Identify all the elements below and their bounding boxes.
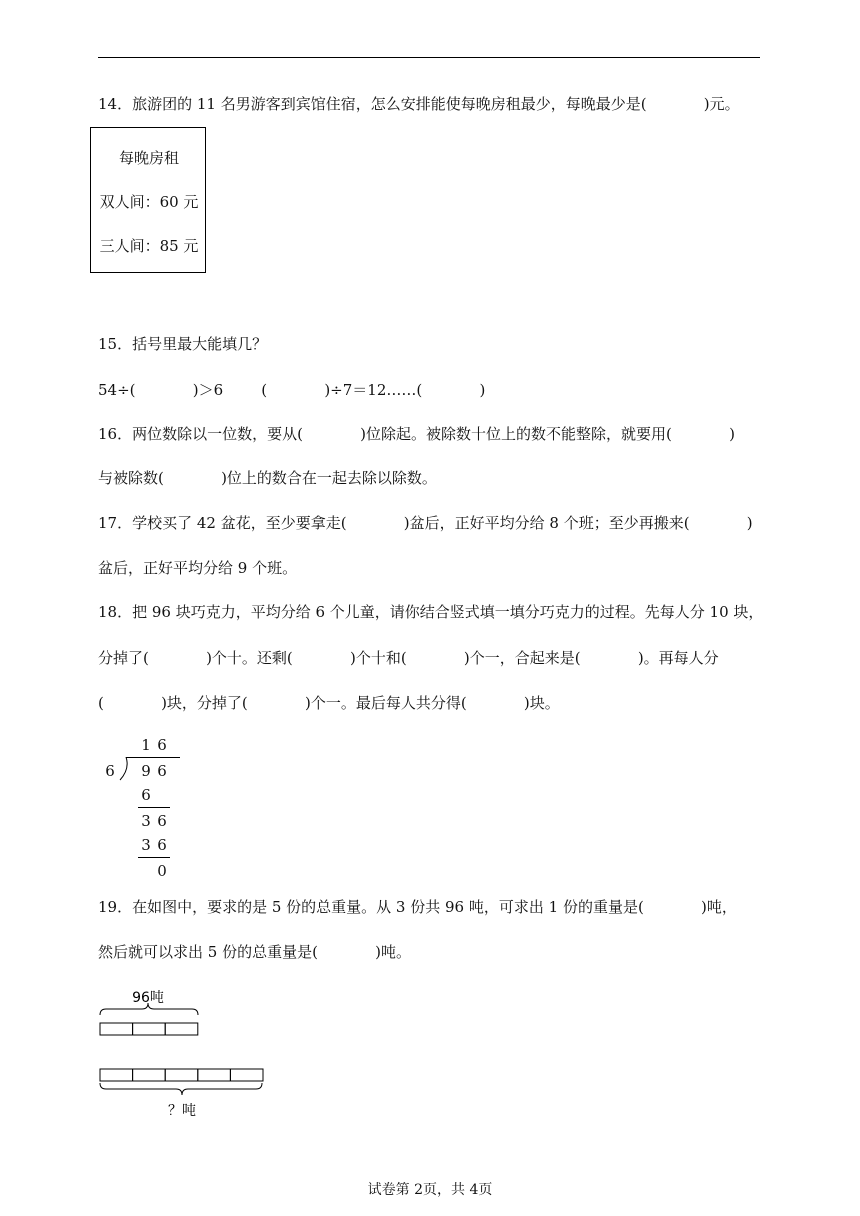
question-16-line-1: 16．两位数除以一位数，要从( )位除起。被除数十位上的数不能整除，就要用( ) [98,425,735,443]
question-19-line-1: 19．在如图中，要求的是 5 份的总重量。从 3 份共 96 吨，可求出 1 份的重量是( )吨， [98,898,737,916]
question-19-line-2: 然后就可以求出 5 份的总重量是( )吨。 [98,943,412,961]
bar-segment [133,1069,166,1081]
quotient-digit: 6 [157,736,167,754]
remainder1-digit: 6 [157,812,167,830]
bar-segment [165,1069,198,1081]
bar-segment [100,1069,133,1081]
diagram-bottom-label: ？吨 [168,1103,196,1119]
bar-segment [165,1023,198,1035]
quotient-digit: 1 [141,736,151,754]
question-17-line-1: 17．学校买了 42 盆花，至少要拿走( )盆后，正好平均分给 8 个班；至少再搬来( ) [98,514,753,532]
question-16-line-2: 与被除数( )位上的数合在一起去除以除数。 [98,469,437,487]
step2-digit: 3 [141,836,151,854]
step1-digit: 6 [141,786,151,804]
bar-model-diagram [90,985,280,1125]
price-box-title: 每晚房租 [118,149,179,167]
bar-segment [230,1069,263,1081]
bottom-bar [100,1069,263,1081]
bar-segment [100,1023,133,1035]
subtraction-line [138,857,170,858]
remainder1-digit: 3 [141,812,151,830]
division-bracket-bar [126,757,180,758]
bar-segment [198,1069,231,1081]
price-box-triple-room: 三人间：85 元 [99,237,199,255]
step2-digit: 6 [157,836,167,854]
divisor: 6 [105,762,115,780]
bottom-brace [100,1083,262,1095]
long-division [96,735,196,885]
dividend-digit: 9 [141,762,151,780]
bar-segment [133,1023,166,1035]
subtraction-line [138,807,170,808]
question-18-line-3: ( )块，分掉了( )个一。最后每人共分得( )块。 [98,694,560,712]
question-15-text: 15．括号里最大能填几？ [98,335,268,353]
question-15-expression: 54÷( )＞6 ( )÷7＝12……( ) [98,381,486,399]
question-18-line-1: 18．把 96 块巧克力，平均分给 6 个儿童，请你结合竖式填一填分巧克力的过程。先每人分 10 块， [98,603,764,621]
dividend-digit: 6 [157,762,167,780]
price-box-double-room: 双人间：60 元 [99,193,199,211]
price-box [90,127,206,273]
question-14-text: 14．旅游团的 11 名男游客到宾馆住宿，怎么安排能使每晚房租最少，每晚最少是( )元。 [98,95,740,113]
question-18-line-2: 分掉了( )个十。还剩( )个十和( )个一，合起来是( )。再每人分 [98,649,719,667]
question-17-line-2: 盆后，正好平均分给 9 个班。 [98,559,298,577]
page-footer: 试卷第 2页，共 4页 [367,1182,493,1198]
header-rule [98,57,760,58]
top-bar [100,1023,198,1035]
diagram-top-label: 96吨 [132,990,164,1006]
final-digit: 0 [157,862,167,880]
